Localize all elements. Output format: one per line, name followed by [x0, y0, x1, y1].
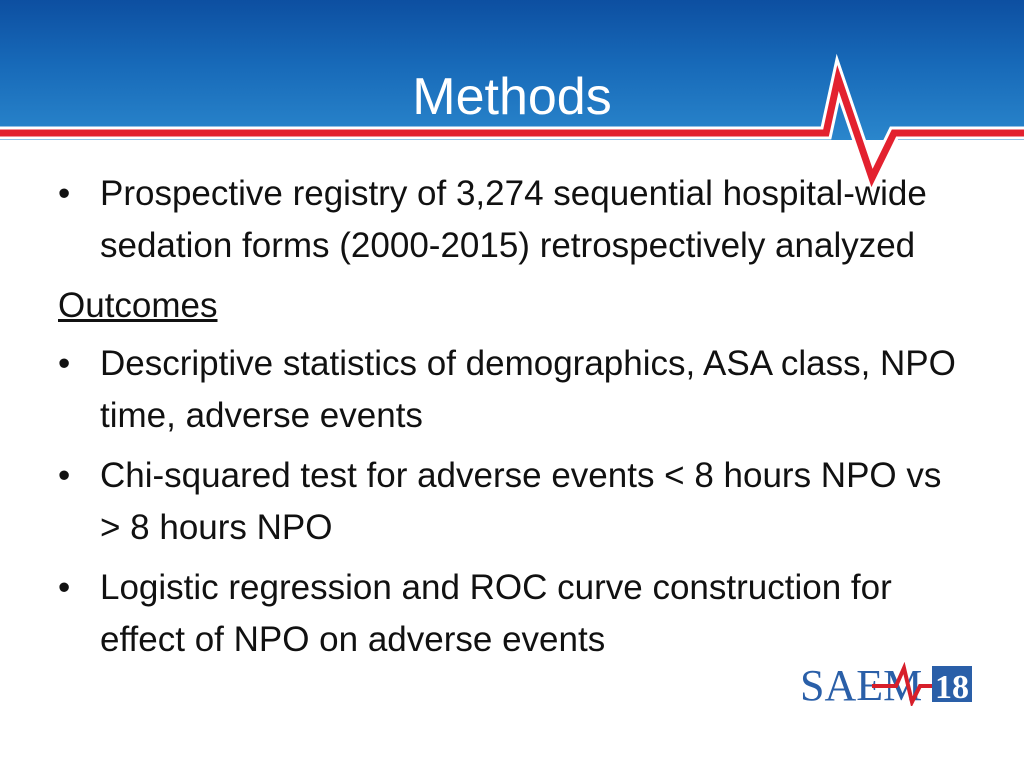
- bullet-marker: •: [58, 568, 71, 607]
- svg-text:SAEM: SAEM: [800, 662, 923, 706]
- bullet-marker: •: [58, 456, 71, 495]
- bullet-marker: •: [58, 174, 71, 213]
- bullet-item: [58, 450, 958, 554]
- bullet-item: [58, 338, 958, 442]
- bullet-marker: •: [58, 344, 71, 383]
- bullet-text: Chi-squared test for adverse events < 8 hours NPO vs > 8 hours NPO: [100, 456, 942, 547]
- slide-content: [58, 168, 958, 674]
- bullet-text: Logistic regression and ROC curve construction for effect of NPO on adverse events: [100, 568, 892, 659]
- bullet-text: Prospective registry of 3,274 sequential hospital-wide sedation forms (2000-2015) retrospectively analyzed: [100, 174, 927, 265]
- bullet-item: [58, 562, 958, 666]
- bullet-text: Descriptive statistics of demographics, ASA class, NPO time, adverse events: [100, 344, 956, 435]
- bullet-item: [58, 168, 958, 272]
- saem18-logo: [800, 662, 972, 706]
- svg-text:18: 18: [935, 669, 969, 706]
- slide-title: Methods: [412, 68, 612, 126]
- outcomes-label: Outcomes: [58, 286, 218, 325]
